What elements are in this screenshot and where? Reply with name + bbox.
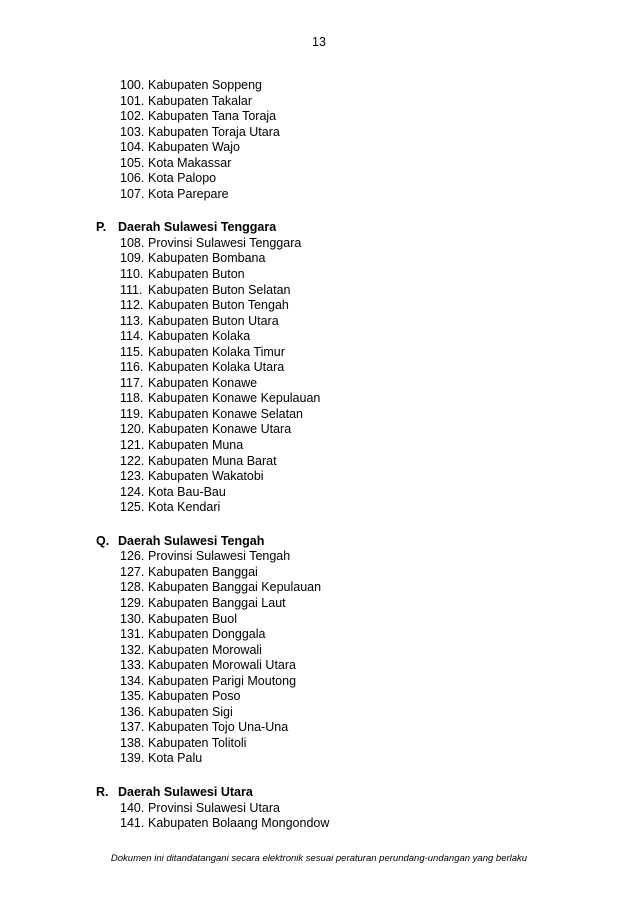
item-number: 132.	[120, 642, 145, 657]
item-number: 139.	[120, 751, 145, 766]
item-text: Kabupaten Poso	[148, 689, 241, 704]
list-item	[96, 549, 596, 565]
item-text: Kabupaten Wajo	[148, 140, 240, 155]
item-number: 129.	[120, 595, 145, 610]
item-number: 125.	[120, 500, 145, 515]
list-item	[96, 816, 596, 832]
section	[96, 785, 596, 832]
item-number: 127.	[120, 564, 145, 579]
section-title: Daerah Sulawesi Tenggara	[118, 220, 277, 235]
item-text: Kabupaten Donggala	[148, 627, 266, 642]
section-heading	[96, 785, 596, 801]
list-item	[96, 187, 596, 203]
section-heading	[96, 534, 596, 550]
list-item	[96, 329, 596, 345]
item-number: 120.	[120, 422, 145, 437]
list-item	[96, 643, 596, 659]
section	[96, 220, 596, 515]
item-number: 117.	[120, 375, 144, 390]
item-number: 100.	[120, 78, 145, 92]
item-number: 123.	[120, 469, 145, 484]
list-item	[96, 485, 596, 501]
item-number: 102.	[120, 109, 145, 124]
item-text: Kabupaten Banggai	[148, 564, 258, 579]
sections	[96, 220, 596, 831]
item-number: 138.	[120, 735, 145, 750]
item-text: Kabupaten Bolaang Mongondow	[148, 816, 330, 831]
item-number: 141.	[120, 816, 145, 831]
item-number: 119.	[120, 406, 144, 421]
item-text: Kabupaten Kolaka Utara	[148, 360, 285, 375]
list-item	[96, 720, 596, 736]
item-text: Kota Kendari	[148, 500, 221, 515]
list-item	[96, 751, 596, 767]
list-item	[96, 298, 596, 314]
footer-note: Dokumen ini ditandatangani secara elektronik sesuai peraturan perundang-undangan yang berlaku	[110, 853, 528, 864]
section-title: Daerah Sulawesi Utara	[118, 784, 253, 799]
item-text: Kabupaten Parigi Moutong	[148, 673, 297, 688]
list-item	[96, 140, 596, 156]
item-text: Kota Makassar	[148, 155, 232, 170]
list-item	[96, 801, 596, 817]
item-text: Provinsi Sulawesi Tengah	[148, 549, 291, 564]
list-item	[96, 376, 596, 392]
item-text: Kabupaten Morowali	[148, 642, 262, 657]
item-text: Kabupaten Kolaka	[148, 329, 251, 344]
item-text: Kota Palopo	[148, 171, 217, 186]
item-number: 128.	[120, 580, 145, 595]
list-item	[96, 612, 596, 628]
list-item	[96, 500, 596, 516]
list-item	[96, 78, 596, 94]
page-number: 13	[312, 35, 326, 49]
item-text: Kabupaten Banggai Kepulauan	[148, 580, 322, 595]
item-text: Kabupaten Tojo Una-Una	[148, 720, 289, 735]
item-text: Kabupaten Buton Selatan	[148, 282, 291, 297]
item-number: 140.	[120, 800, 145, 815]
item-text: Kabupaten Tolitoli	[148, 735, 247, 750]
item-text: Kabupaten Konawe	[148, 375, 258, 390]
list-item	[96, 94, 596, 110]
item-text: Kota Palu	[148, 751, 203, 766]
item-text: Kabupaten Soppeng	[148, 78, 262, 92]
item-number: 108.	[120, 235, 145, 250]
item-text: Kabupaten Buol	[148, 611, 237, 626]
item-number: 111.	[120, 282, 143, 297]
item-text: Kabupaten Konawe Selatan	[148, 406, 303, 421]
item-text: Kabupaten Buton Utara	[148, 313, 279, 328]
item-number: 126.	[120, 549, 145, 564]
list-item	[96, 469, 596, 485]
section-letter: P.	[96, 220, 107, 235]
item-number: 136.	[120, 704, 145, 719]
list-item	[96, 109, 596, 125]
item-text: Kabupaten Tana Toraja	[148, 109, 277, 124]
list-item	[96, 267, 596, 283]
list-item	[96, 689, 596, 705]
item-number: 110.	[120, 267, 144, 282]
list-item	[96, 345, 596, 361]
list-item	[96, 705, 596, 721]
item-text: Kabupaten Konawe Kepulauan	[148, 391, 321, 406]
item-number: 124.	[120, 484, 145, 499]
list-item	[96, 596, 596, 612]
item-text: Provinsi Sulawesi Tenggara	[148, 235, 302, 250]
item-text: Kabupaten Buton Tengah	[148, 298, 289, 313]
list-item	[96, 674, 596, 690]
intro-list	[96, 78, 596, 202]
section-heading	[96, 220, 596, 236]
item-number: 137.	[120, 720, 145, 735]
item-number: 105.	[120, 155, 145, 170]
item-text: Kota Bau-Bau	[148, 484, 226, 499]
item-text: Kabupaten Muna Barat	[148, 453, 277, 468]
list-item	[96, 438, 596, 454]
item-text: Kabupaten Banggai Laut	[148, 595, 286, 610]
item-text: Kabupaten Takalar	[148, 93, 253, 108]
item-number: 116.	[120, 360, 144, 375]
item-number: 131.	[120, 627, 145, 642]
item-number: 133.	[120, 658, 145, 673]
item-text: Kota Parepare	[148, 186, 229, 201]
list-item	[96, 736, 596, 752]
section-letter: R.	[96, 784, 109, 799]
item-number: 135.	[120, 689, 145, 704]
list-item	[96, 658, 596, 674]
item-text: Kabupaten Wakatobi	[148, 469, 264, 484]
item-number: 112.	[120, 298, 144, 313]
list-item	[96, 627, 596, 643]
item-number: 104.	[120, 140, 145, 155]
list-item	[96, 283, 596, 299]
list-item	[96, 125, 596, 141]
item-number: 109.	[120, 251, 145, 266]
item-text: Kabupaten Sigi	[148, 704, 233, 719]
item-text: Kabupaten Buton	[148, 267, 245, 282]
item-number: 121.	[120, 438, 145, 453]
list-item	[96, 171, 596, 187]
item-number: 118.	[120, 391, 144, 406]
item-number: 115.	[120, 344, 144, 359]
item-number: 103.	[120, 124, 145, 139]
item-number: 130.	[120, 611, 145, 626]
section-letter: Q.	[96, 533, 110, 548]
section	[96, 534, 596, 767]
item-text: Kabupaten Morowali Utara	[148, 658, 296, 673]
list-item	[96, 251, 596, 267]
list-item	[96, 156, 596, 172]
list-item	[96, 422, 596, 438]
list-item	[96, 407, 596, 423]
item-text: Provinsi Sulawesi Utara	[148, 800, 280, 815]
item-text: Kabupaten Konawe Utara	[148, 422, 292, 437]
list-item	[96, 580, 596, 596]
item-number: 107.	[120, 186, 145, 201]
item-number: 122.	[120, 453, 145, 468]
item-number: 114.	[120, 329, 144, 344]
item-text: Kabupaten Muna	[148, 438, 244, 453]
list-item	[96, 314, 596, 330]
item-number: 106.	[120, 171, 145, 186]
list-item	[96, 391, 596, 407]
list-item	[96, 454, 596, 470]
list-item	[96, 236, 596, 252]
list-item	[96, 360, 596, 376]
item-number: 113.	[120, 313, 144, 328]
item-text: Kabupaten Kolaka Timur	[148, 344, 285, 359]
item-text: Kabupaten Bombana	[148, 251, 266, 266]
item-text: Kabupaten Toraja Utara	[148, 124, 280, 139]
section-title: Daerah Sulawesi Tengah	[118, 533, 265, 548]
list-item	[96, 565, 596, 581]
item-number: 134.	[120, 673, 145, 688]
document-body	[96, 78, 596, 832]
item-number: 101.	[120, 93, 145, 108]
